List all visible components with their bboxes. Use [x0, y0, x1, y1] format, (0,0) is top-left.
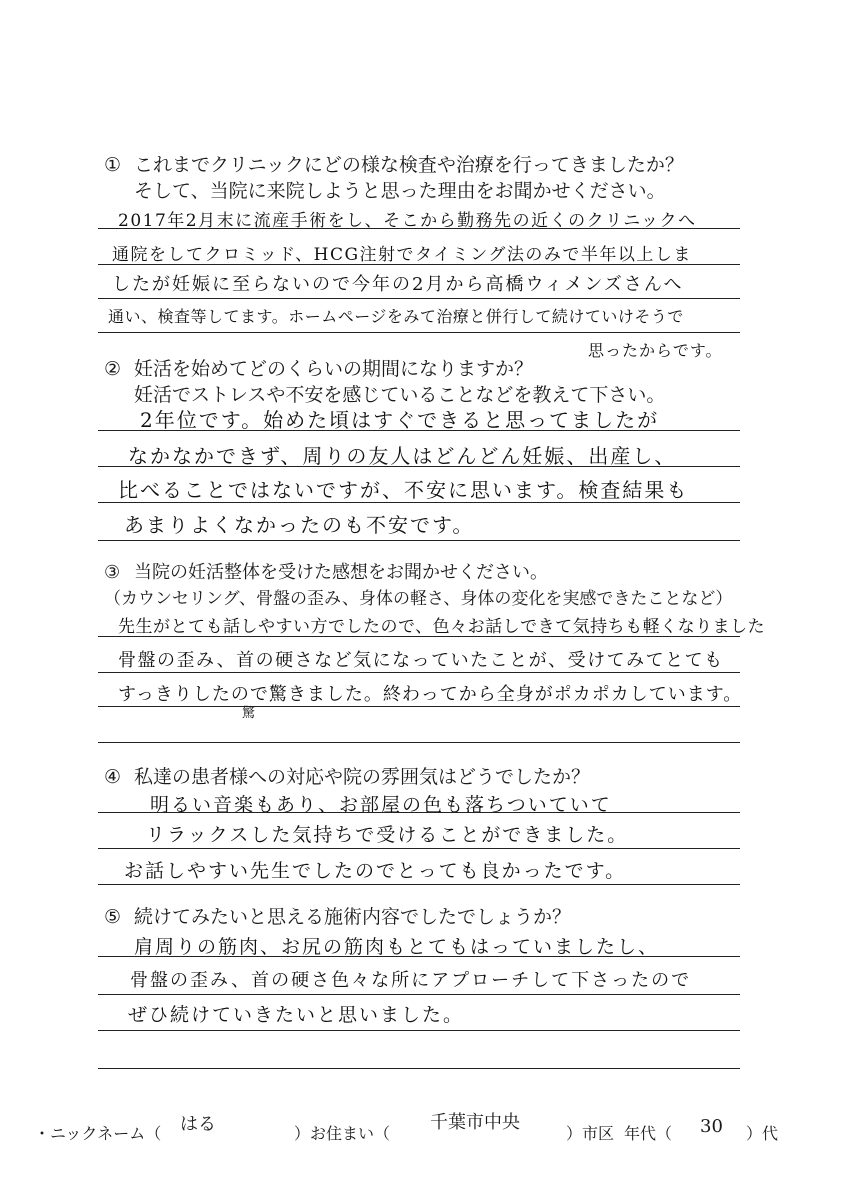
handwritten-answer: なかなかできず、周りの友人はどんどん妊娠、出産し、 — [128, 444, 677, 468]
nickname-label: ・ニックネーム（ — [34, 1124, 162, 1143]
answer-line — [98, 1068, 740, 1069]
question-text: 当院の妊活整体を受けた感想をお聞かせください。 — [134, 562, 548, 583]
question-number: ④ — [104, 766, 122, 788]
handwritten-answer: 思ったからです。 — [588, 341, 723, 360]
handwritten-answer: あまりよくなかったのも不安です。 — [124, 513, 475, 537]
answer-line — [98, 956, 740, 957]
answer-line — [98, 742, 740, 743]
city-label: ）市区 — [566, 1124, 615, 1143]
handwritten-answer: リラックスした気持ちで受けることができました。 — [146, 824, 629, 846]
answer-line — [98, 332, 740, 333]
answer-line — [98, 884, 740, 885]
question-text: 私達の患者様への対応や院の雰囲気はどうでしたか？ — [134, 766, 591, 788]
answer-line — [98, 706, 740, 707]
answer-line — [98, 636, 740, 637]
question-number: ① — [104, 154, 122, 176]
handwritten-answer: 比べることではないですが、不安に思います。検査結果も — [118, 478, 689, 502]
age-label: 年代（ — [624, 1124, 673, 1143]
answer-line — [98, 994, 740, 995]
handwritten-answer: 通院をしてクロミッド、HCG注射でタイミング法のみで半年以上しま — [112, 245, 692, 265]
handwritten-answer: 骨盤の歪み、首の硬さ色々な所にアプローチして下さったので — [130, 970, 692, 991]
handwritten-answer: 2017年2月末に流産手術をし、そこから勤務先の近くのクリニックへ — [118, 211, 697, 231]
question-text: 続けてみたいと思える施術内容でしたでしょうか？ — [134, 906, 572, 928]
answer-line — [98, 228, 740, 229]
age-suffix: ）代 — [746, 1124, 779, 1143]
question-text: これまでクリニックにどの様な検査や治療を行ってきましたか？ — [134, 154, 684, 176]
answer-line — [98, 466, 740, 467]
handwritten-answer: 骨盤の歪み、首の硬さなど気になっていたことが、受けてみてとても — [118, 650, 724, 671]
answer-line — [98, 672, 740, 673]
question-number: ③ — [104, 562, 121, 583]
question-1 — [104, 152, 684, 204]
address-value: 千葉市中央 — [430, 1112, 520, 1133]
answer-line — [98, 298, 740, 299]
question-text: そして、当院に来院しようと思った理由をお聞かせください。 — [134, 180, 666, 202]
handwritten-answer: お話しやすい先生でしたのでとっても良かったです。 — [124, 860, 627, 882]
question-text: （カウンセリング、骨盤の歪み、身体の軽さ、身体の変化を実感できたことなど） — [104, 589, 733, 609]
handwritten-answer: 通い、検査等してます。ホームページをみて治療と併行して続けていけそうで — [108, 307, 684, 326]
address-label: ）お住まい（ — [294, 1124, 391, 1143]
question-text: 妊活でストレスや不安を感じていることなどを教えて下さい。 — [134, 384, 666, 406]
answer-line — [98, 1030, 740, 1031]
handwritten-correction: 驚 — [242, 706, 257, 721]
question-4 — [104, 764, 590, 790]
nickname-value: はる — [180, 1114, 216, 1135]
answer-line — [98, 540, 740, 541]
handwritten-answer: 2年位です。始めた頃はすぐできると思ってましたが — [140, 408, 660, 432]
question-number: ⑤ — [104, 906, 122, 928]
answer-line — [98, 264, 740, 265]
answer-line — [98, 502, 740, 503]
handwritten-answer: 先生がとても話しやすい方でしたので、色々お話しできて気持ちも軽くなりました — [118, 617, 766, 637]
question-number: ② — [104, 358, 122, 380]
question-2 — [104, 356, 665, 408]
age-value: 30 — [700, 1116, 723, 1137]
handwritten-answer: したが妊娠に至らないので今年の2月から高橋ウィメンズさんへ — [112, 274, 684, 295]
handwritten-answer: 肩周りの筋肉、お尻の筋肉もとてもはっていましたし、 — [134, 936, 660, 958]
question-3 — [104, 560, 732, 612]
question-text: 妊活を始めてどのくらいの期間になりますか？ — [134, 358, 534, 380]
answer-line — [98, 812, 740, 813]
answer-line — [98, 848, 740, 849]
question-5 — [104, 904, 571, 930]
answer-line — [98, 430, 740, 431]
handwritten-answer: ぜひ続けていきたいと思いました。 — [128, 1004, 465, 1026]
handwritten-answer: すっきりしたので驚きました。終わってから全身がポカポカしています。 — [118, 684, 743, 705]
handwritten-answer: 明るい音楽もあり、お部屋の色も落ちついていて — [150, 794, 612, 816]
